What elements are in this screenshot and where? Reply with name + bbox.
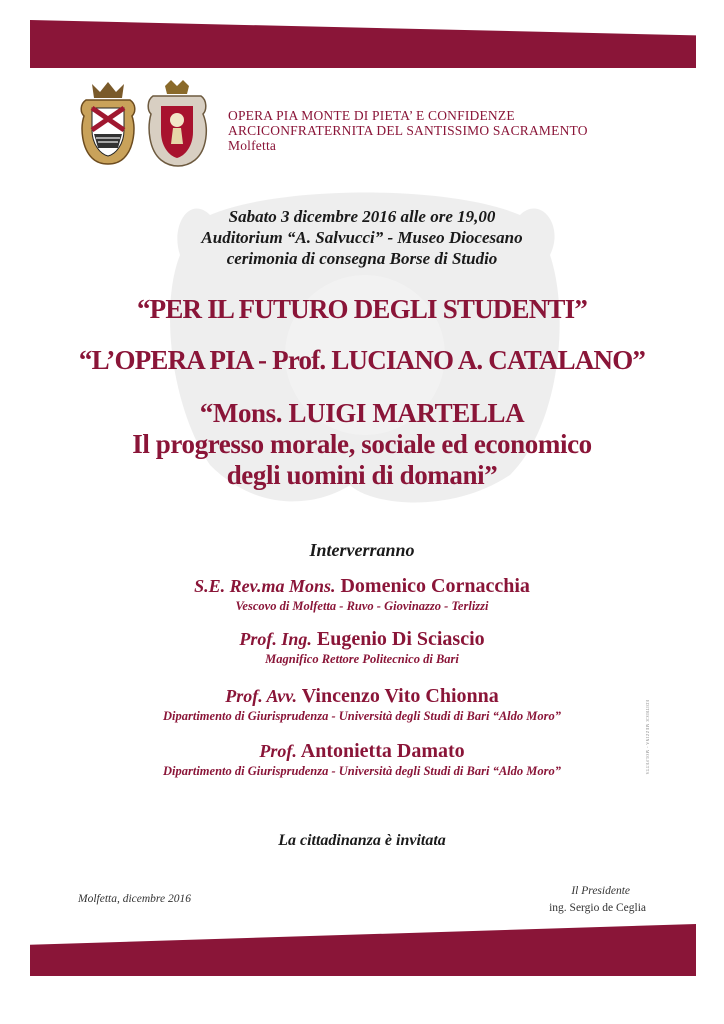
speaker-name: Vincenzo Vito Chionna — [301, 685, 499, 707]
org-name-line1: OPERA PIA MONTE DI PIETA’ E CONFIDENZE — [228, 108, 515, 123]
title-3-line1: “Mons. LUIGI MARTELLA — [199, 398, 525, 428]
speaker-item — [0, 685, 724, 724]
coat-of-arms-icon — [145, 78, 210, 170]
title-3 — [0, 398, 724, 491]
invitation-text: La cittadinanza è invitata — [278, 832, 446, 849]
printer-note: EDITRICE MEZZINA - MOLFETTA — [645, 700, 650, 775]
speaker-role: Magnifico Rettore Politecnico di Bari — [265, 652, 459, 666]
event-venue: Auditorium “A. Salvucci” - Museo Diocesano — [201, 228, 523, 247]
title-3-line2: Il progresso morale, sociale ed economico — [132, 429, 592, 459]
place-date: Molfetta, dicembre 2016 — [78, 893, 191, 905]
org-city: Molfetta — [228, 138, 277, 153]
title-2: “L’OPERA PIA - Prof. LUCIANO A. CATALANO” — [78, 345, 646, 375]
speaker-name: Antonietta Damato — [300, 740, 465, 762]
event-date: Sabato 3 dicembre 2016 alle ore 19,00 — [228, 207, 496, 226]
president-signature — [549, 883, 646, 917]
speakers-intro: Interverranno — [309, 540, 415, 560]
speaker-role: Vescovo di Molfetta - Ruvo - Giovinazzo - Terlizzi — [235, 599, 489, 613]
speaker-item — [0, 575, 724, 614]
title-1: “PER IL FUTURO DEGLI STUDENTI” — [136, 294, 588, 324]
event-details — [0, 206, 724, 269]
bottom-band — [30, 924, 696, 976]
president-name: ing. Sergio de Ceglia — [549, 902, 646, 914]
top-band — [30, 20, 696, 68]
speaker-name: Domenico Cornacchia — [340, 575, 530, 597]
speaker-item — [0, 740, 724, 779]
organization-header — [228, 108, 588, 153]
event-ceremony: cerimonia di consegna Borse di Studio — [226, 249, 498, 268]
speaker-item — [0, 628, 724, 667]
speaker-role: Dipartimento di Giurisprudenza - Università degli Studi di Bari “Aldo Moro” — [163, 764, 561, 778]
speaker-prefix: Prof. Avv. — [225, 686, 298, 706]
speaker-prefix: Prof. Ing. — [239, 629, 312, 649]
president-role: Il Presidente — [571, 885, 630, 897]
org-name-line2: ARCICONFRATERNITA DEL SANTISSIMO SACRAMENTO — [228, 123, 588, 138]
title-3-line3: degli uomini di domani” — [226, 460, 498, 490]
speaker-name: Eugenio Di Sciascio — [316, 628, 485, 650]
speaker-role: Dipartimento di Giurisprudenza - Università degli Studi di Bari “Aldo Moro” — [163, 709, 561, 723]
speaker-prefix: S.E. Rev.ma Mons. — [194, 576, 336, 596]
speaker-prefix: Prof. — [259, 741, 297, 761]
coat-of-arms-icon — [78, 78, 138, 168]
